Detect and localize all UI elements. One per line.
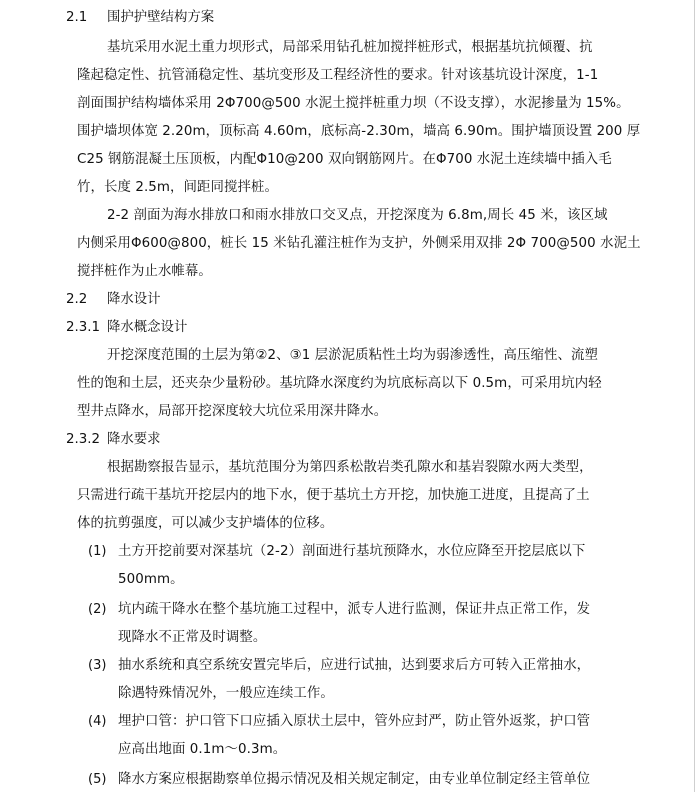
list-item-line: 埋护口管：护口管下口应插入原状土层中，管外应封严，防止管外返浆，护口管 <box>118 714 591 729</box>
list-item-line: 土方开挖前要对深基坑（2-2）剖面进行基坑预降水，水位应降至开挖层底以下 <box>118 544 586 559</box>
paragraph-line: 隆起稳定性、抗管涌稳定性、基坑变形及工程经济性的要求。针对该基坑设计深度，1-1 <box>77 68 599 83</box>
section-number: 2.3.2 <box>66 432 101 447</box>
paragraph-line: 开挖深度范围的土层为第②2、③1 层淤泥质粘性土均为弱渗透性，高压缩性、流塑 <box>107 348 598 363</box>
list-item-line: 坑内疏干降水在整个基坑施工过程中，派专人进行监测，保证井点正常工作，发 <box>118 602 591 617</box>
section-title: 降水要求 <box>107 432 161 447</box>
list-item-line: 抽水系统和真空系统安置完毕后，应进行试抽，达到要求后方可转入正常抽水， <box>118 658 591 673</box>
paragraph-line: 2-2 剖面为海水排放口和雨水排放口交叉点，开挖深度为 6.8m,周长 45 米，该区域 <box>107 208 608 223</box>
paragraph-line: 性的饱和土层，还夹杂少量粉砂。基坑降水深度约为坑底标高以下 0.5m，可采用坑内轻 <box>77 376 602 391</box>
paragraph-line: 竹，长度 2.5m，间距同搅拌桩。 <box>77 180 278 195</box>
paragraph-line: 型井点降水，局部开挖深度较大坑位采用深井降水。 <box>77 404 388 419</box>
paragraph-line: 只需进行疏干基坑开挖层内的地下水，便于基坑土方开挖，加快施工进度，且提高了土 <box>77 488 590 503</box>
list-item-number: (1) <box>88 544 107 559</box>
paragraph-line: C25 钢筋混凝土压顶板，内配Φ10@200 双向钢筋网片。在Φ700 水泥土连续墙中插入毛 <box>77 152 612 167</box>
section-title: 围护护壁结构方案 <box>107 10 215 25</box>
paragraph-line: 搅拌桩作为止水帷幕。 <box>77 264 212 279</box>
section-number: 2.3.1 <box>66 320 101 335</box>
list-item-number: (2) <box>88 602 107 617</box>
list-item-number: (3) <box>88 658 107 673</box>
list-item-number: (4) <box>88 714 107 729</box>
section-title: 降水设计 <box>107 292 161 307</box>
paragraph-line: 内侧采用Φ600@800，桩长 15 米钻孔灌注桩作为支护，外侧采用双排 2Φ 700@500 水泥土 <box>77 236 641 251</box>
section-number: 2.2 <box>66 292 88 307</box>
paragraph-line: 体的抗剪强度，可以减少支护墙体的位移。 <box>77 516 334 531</box>
paragraph-line: 围护墙坝体宽 2.20m，顶标高 4.60m，底标高-2.30m，墙高 6.90m。围护墙顶设置 200 厚 <box>77 124 641 139</box>
paragraph-line: 基坑采用水泥土重力坝形式，局部采用钻孔桩加搅拌桩形式，根据基坑抗倾覆、抗 <box>107 40 593 55</box>
list-item-line: 除遇特殊情况外，一般应连续工作。 <box>118 686 334 701</box>
list-item-line: 500mm。 <box>118 572 184 587</box>
list-item-line: 降水方案应根据勘察单位揭示情况及相关规定制定，由专业单位制定经主管单位 <box>118 772 591 787</box>
section-title: 降水概念设计 <box>107 320 188 335</box>
list-item-number: (5) <box>88 772 107 787</box>
paragraph-line: 根据勘察报告显示，基坑范围分为第四系松散岩类孔隙水和基岩裂隙水两大类型， <box>107 460 593 475</box>
list-item-line: 现降水不正常及时调整。 <box>118 630 267 645</box>
section-number: 2.1 <box>66 10 88 25</box>
paragraph-line: 剖面围护结构墙体采用 2Φ700@500 水泥土搅拌桩重力坝（不设支撑），水泥掺量为 15%。 <box>77 96 630 111</box>
list-item-line: 应高出地面 0.1m～0.3m。 <box>118 742 287 757</box>
